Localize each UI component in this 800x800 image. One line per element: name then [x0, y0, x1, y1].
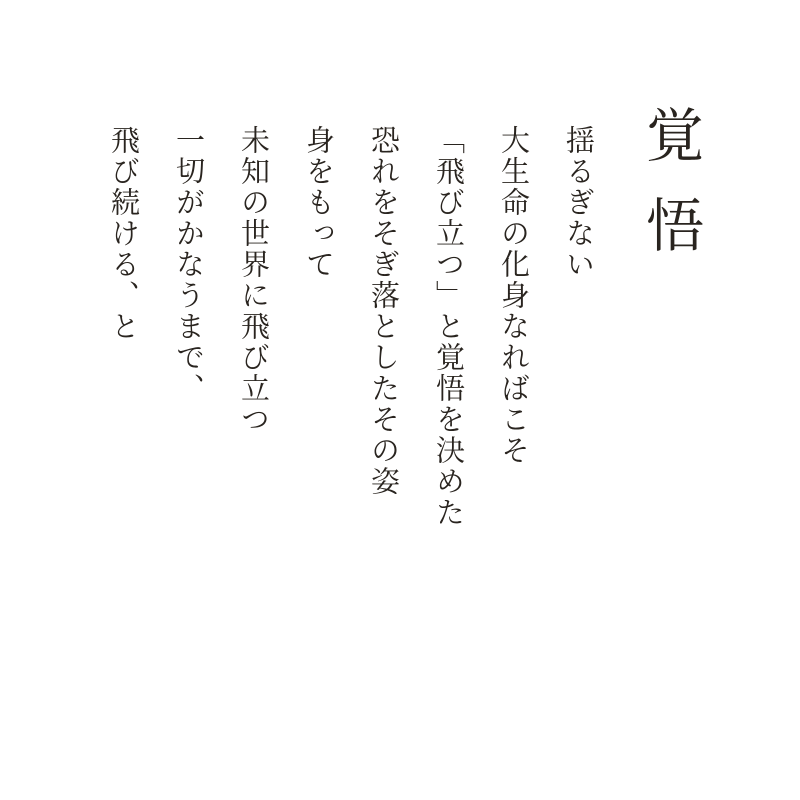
- poem-title: 覚悟: [636, 105, 704, 285]
- poem-line-3: 「飛び立つ」と覚悟を決めた: [432, 125, 466, 528]
- poem-line-4: 恐れをそぎ落としたその姿: [367, 125, 401, 497]
- poem-container: [91, 105, 704, 745]
- poem-line-1: 揺るぎない: [562, 125, 596, 280]
- poem-body: [91, 105, 611, 745]
- poem-line-2: 大生命の化身なればこそ: [497, 125, 531, 466]
- poem-line-6: 未知の世界に飛び立つ: [237, 125, 271, 435]
- poem-line-5: 身をもって: [302, 125, 336, 280]
- poem-line-7: 一切がかなうまで、: [172, 125, 206, 404]
- poem-line-8: 飛び続ける、と: [107, 125, 141, 342]
